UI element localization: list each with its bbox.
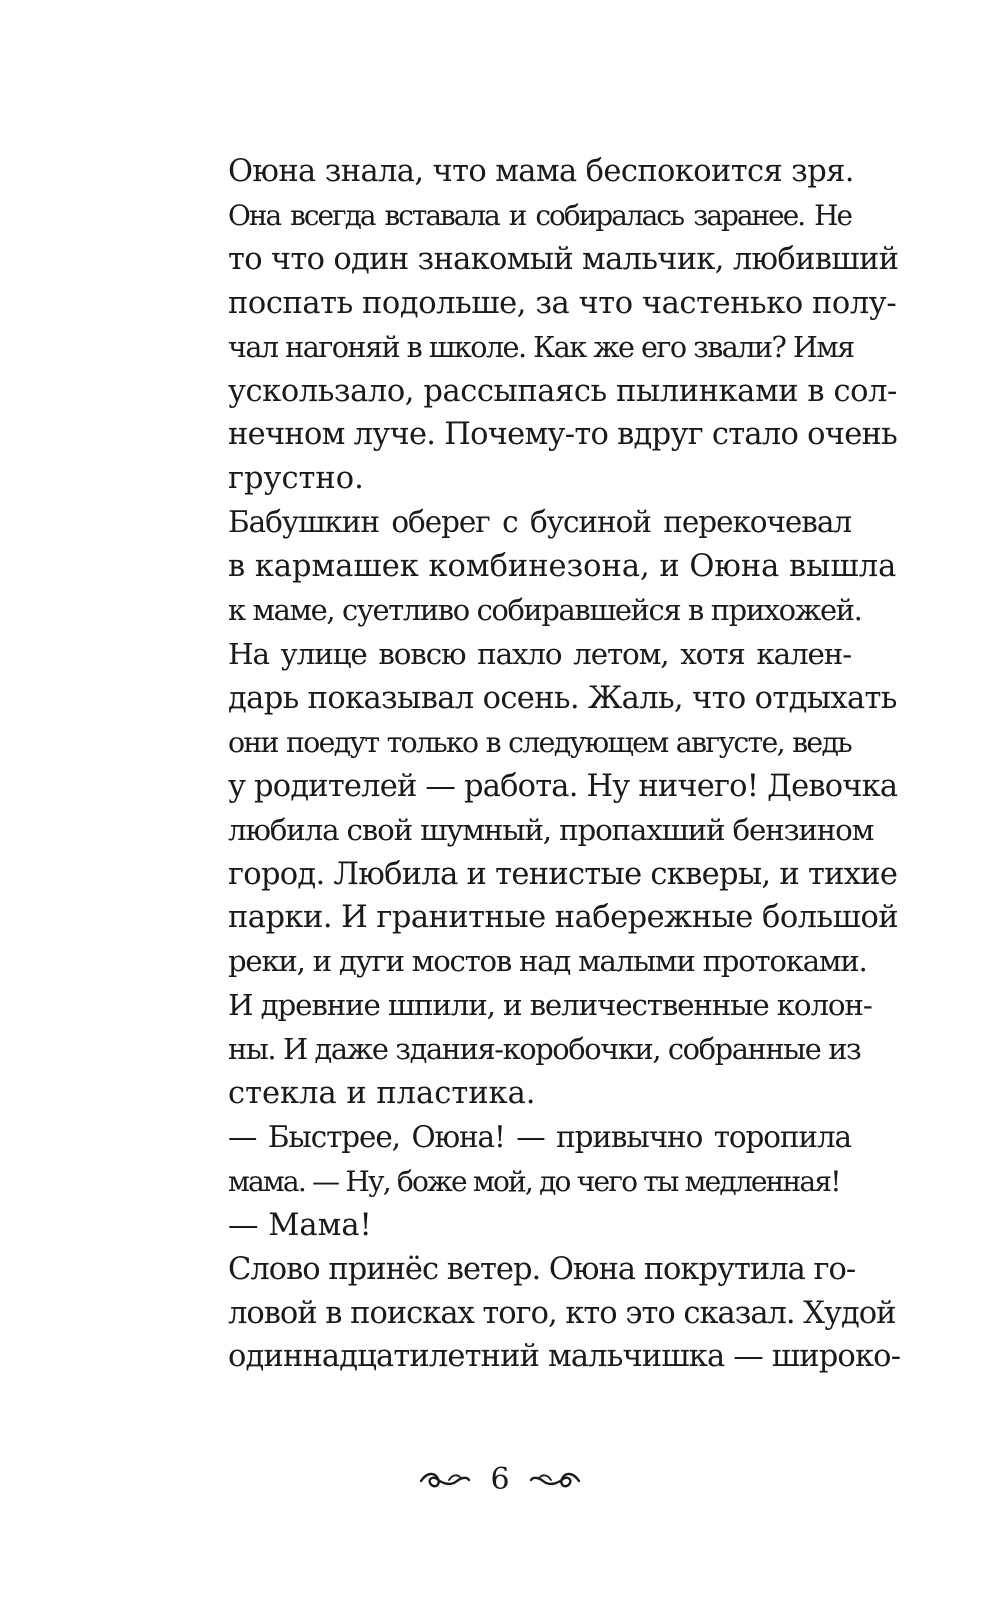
text-line: ловой в поисках того, кто это сказал. Худой (228, 1295, 896, 1331)
text-line: — Мама! (228, 1207, 372, 1243)
paragraph (183, 1116, 851, 1204)
text-line: стекла и пластика. (228, 1076, 536, 1112)
text-line: Бабушкин оберег с бусиной перекочевал (228, 505, 851, 540)
paragraph (183, 633, 899, 1116)
text-line: чал нагоняй в школе. Как же его звали? Имя (228, 329, 854, 364)
paragraph (183, 150, 899, 501)
text-line: в кармашек комбинезона, и Оюна вышла (228, 549, 897, 585)
text-line: любила свой шумный, пропахший бензином (228, 812, 874, 847)
text-line: Слово принёс ветер. Оюна покрутила го- (228, 1251, 856, 1287)
text-line: Она всегда вставала и собиралась заранее. Не (228, 198, 851, 232)
ornament-left-icon (419, 1467, 471, 1493)
text-line: мама. — Ну, боже мой, до чего ты медленная! (228, 1164, 840, 1198)
text-line: то что один знакомый мальчик, любивший (228, 241, 899, 277)
paragraph (183, 501, 897, 633)
text-line: ускользало, рассыпаясь пылинками в сол- (228, 373, 897, 409)
page-body (183, 150, 901, 1379)
text-line: — Быстрее, Оюна! — привычно торопила (228, 1119, 851, 1154)
text-line: парки. И гранитные набережные большой (228, 900, 899, 936)
text-line: у родителей — работа. Ну ничего! Девочка (228, 768, 898, 804)
text-line: Оюна знала, что мама беспокоится зря. (228, 154, 854, 189)
text-line: На улице вовсю пахло летом, хотя кален- (228, 636, 851, 671)
ornament-right-icon (529, 1467, 581, 1493)
paragraph (183, 1204, 851, 1248)
text-line: И древние шпили, и величественные колон- (228, 988, 872, 1023)
text-line: грустно. (228, 461, 364, 497)
page-number: 6 (490, 1462, 510, 1497)
text-line: одиннадцатилетний мальчишка — широко- (228, 1339, 901, 1375)
text-line: дарь показывал осень. Жаль, что отдыхать (228, 680, 897, 716)
text-line: нечном луче. Почему-то вдруг стало очень (228, 417, 898, 453)
text-line: город. Любила и тенистые скверы, и тихие (228, 856, 898, 892)
text-line: реки, и дуги мостов над малыми протоками. (228, 944, 867, 979)
text-line: ны. И даже здания-коробочки, собранные из (228, 1032, 861, 1067)
paragraph (183, 1248, 901, 1380)
page-footer (0, 1460, 1000, 1500)
text-line: поспать подольше, за что частенько полу- (228, 285, 897, 321)
text-line: к маме, суетливо собиравшейся в прихожей. (228, 593, 862, 628)
text-line: они поедут только в следующем августе, ведь (228, 725, 851, 759)
